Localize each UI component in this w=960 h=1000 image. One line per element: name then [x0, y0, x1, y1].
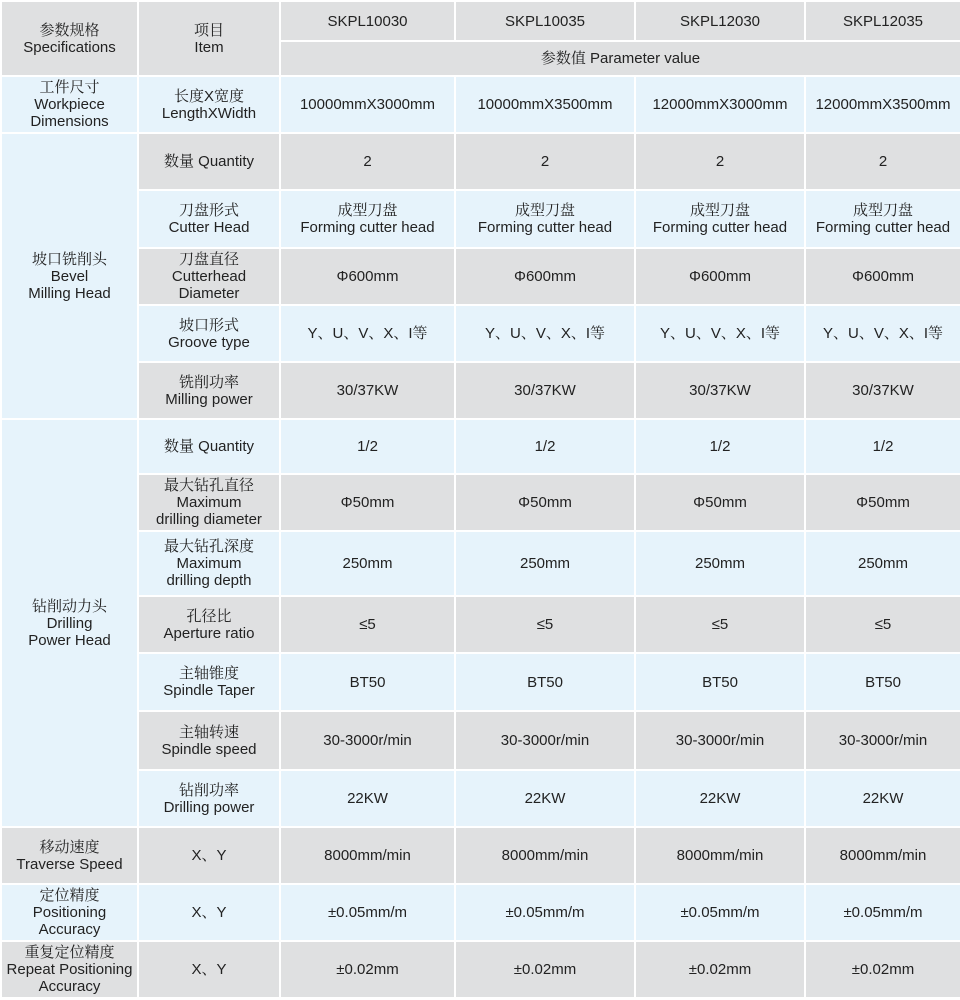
item-label: 钻削功率 Drilling power — [138, 770, 280, 827]
value-cell: 12000mmX3000mm — [635, 76, 805, 133]
value-cell: 1/2 — [280, 419, 455, 474]
item-label: X、Y — [138, 827, 280, 884]
item-label: 数量 Quantity — [138, 419, 280, 474]
value-cell: BT50 — [805, 653, 960, 711]
value-cell: Φ50mm — [455, 474, 635, 531]
value-cell: 成型刀盘 Forming cutter head — [280, 190, 455, 248]
model-header: SKPL12035 — [805, 1, 960, 41]
value-cell: ±0.05mm/m — [455, 884, 635, 941]
model-header: SKPL10030 — [280, 1, 455, 41]
item-label: 最大钻孔深度 Maximum drilling depth — [138, 531, 280, 596]
value-cell: BT50 — [635, 653, 805, 711]
value-cell: 250mm — [635, 531, 805, 596]
value-cell: 2 — [455, 133, 635, 190]
value-cell: Φ600mm — [635, 248, 805, 305]
value-cell: 22KW — [280, 770, 455, 827]
value-cell: Φ600mm — [805, 248, 960, 305]
value-cell: 成型刀盘 Forming cutter head — [805, 190, 960, 248]
value-cell: 250mm — [455, 531, 635, 596]
value-cell: Y、U、V、X、I等 — [805, 305, 960, 362]
value-cell: 30/37KW — [635, 362, 805, 419]
value-cell: ≤5 — [280, 596, 455, 653]
value-cell: 2 — [805, 133, 960, 190]
value-cell: 10000mmX3500mm — [455, 76, 635, 133]
value-cell: 30-3000r/min — [635, 711, 805, 770]
value-cell: 250mm — [805, 531, 960, 596]
group-label-traverse: 移动速度 Traverse Speed — [1, 827, 138, 884]
value-cell: Y、U、V、X、I等 — [635, 305, 805, 362]
group-label-positioning: 定位精度 Positioning Accuracy — [1, 884, 138, 941]
parameter-value-header: 参数值 Parameter value — [280, 41, 960, 76]
value-cell: ≤5 — [805, 596, 960, 653]
value-cell: Φ600mm — [455, 248, 635, 305]
value-cell: Φ50mm — [280, 474, 455, 531]
model-header: SKPL10035 — [455, 1, 635, 41]
item-label: 坡口形式 Groove type — [138, 305, 280, 362]
value-cell: Y、U、V、X、I等 — [280, 305, 455, 362]
value-cell: Φ50mm — [635, 474, 805, 531]
item-label: X、Y — [138, 884, 280, 941]
value-cell: ±0.05mm/m — [805, 884, 960, 941]
value-cell: Φ600mm — [280, 248, 455, 305]
value-cell: 30/37KW — [455, 362, 635, 419]
value-cell: ≤5 — [455, 596, 635, 653]
value-cell: 2 — [280, 133, 455, 190]
item-label: 最大钻孔直径 Maximum drilling diameter — [138, 474, 280, 531]
item-header: 项目 Item — [138, 1, 280, 76]
value-cell: ±0.02mm — [805, 941, 960, 998]
value-cell: 8000mm/min — [455, 827, 635, 884]
value-cell: BT50 — [280, 653, 455, 711]
value-cell: 30/37KW — [805, 362, 960, 419]
value-cell: 30-3000r/min — [280, 711, 455, 770]
item-label: 数量 Quantity — [138, 133, 280, 190]
value-cell: ±0.02mm — [635, 941, 805, 998]
value-cell: ±0.05mm/m — [280, 884, 455, 941]
value-cell: Y、U、V、X、I等 — [455, 305, 635, 362]
group-label-workpiece: 工件尺寸 Workpiece Dimensions — [1, 76, 138, 133]
value-cell: 22KW — [805, 770, 960, 827]
model-header: SKPL12030 — [635, 1, 805, 41]
value-cell: 8000mm/min — [635, 827, 805, 884]
item-label: 刀盘形式 Cutter Head — [138, 190, 280, 248]
value-cell: ±0.02mm — [455, 941, 635, 998]
value-cell: 22KW — [635, 770, 805, 827]
value-cell: 1/2 — [805, 419, 960, 474]
value-cell: ≤5 — [635, 596, 805, 653]
value-cell: 250mm — [280, 531, 455, 596]
group-label-bevel: 坡口铣削头 Bevel Milling Head — [1, 133, 138, 419]
item-label: 长度X宽度 LengthXWidth — [138, 76, 280, 133]
item-label: 刀盘直径 Cutterhead Diameter — [138, 248, 280, 305]
value-cell: ±0.05mm/m — [635, 884, 805, 941]
group-label-repeat: 重复定位精度 Repeat Positioning Accuracy — [1, 941, 138, 998]
item-label: 铣削功率 Milling power — [138, 362, 280, 419]
value-cell: Φ50mm — [805, 474, 960, 531]
value-cell: 22KW — [455, 770, 635, 827]
value-cell: 成型刀盘 Forming cutter head — [635, 190, 805, 248]
value-cell: 8000mm/min — [280, 827, 455, 884]
item-label: 孔径比 Aperture ratio — [138, 596, 280, 653]
item-label: X、Y — [138, 941, 280, 998]
item-label: 主轴转速 Spindle speed — [138, 711, 280, 770]
value-cell: 12000mmX3500mm — [805, 76, 960, 133]
value-cell: 30-3000r/min — [805, 711, 960, 770]
specifications-header: 参数规格 Specifications — [1, 1, 138, 76]
value-cell: 8000mm/min — [805, 827, 960, 884]
value-cell: 2 — [635, 133, 805, 190]
value-cell: 1/2 — [635, 419, 805, 474]
value-cell: BT50 — [455, 653, 635, 711]
value-cell: 30-3000r/min — [455, 711, 635, 770]
value-cell: ±0.02mm — [280, 941, 455, 998]
item-label: 主轴锥度 Spindle Taper — [138, 653, 280, 711]
group-label-drilling: 钻削动力头 Drilling Power Head — [1, 419, 138, 827]
value-cell: 10000mmX3000mm — [280, 76, 455, 133]
value-cell: 成型刀盘 Forming cutter head — [455, 190, 635, 248]
value-cell: 30/37KW — [280, 362, 455, 419]
value-cell: 1/2 — [455, 419, 635, 474]
